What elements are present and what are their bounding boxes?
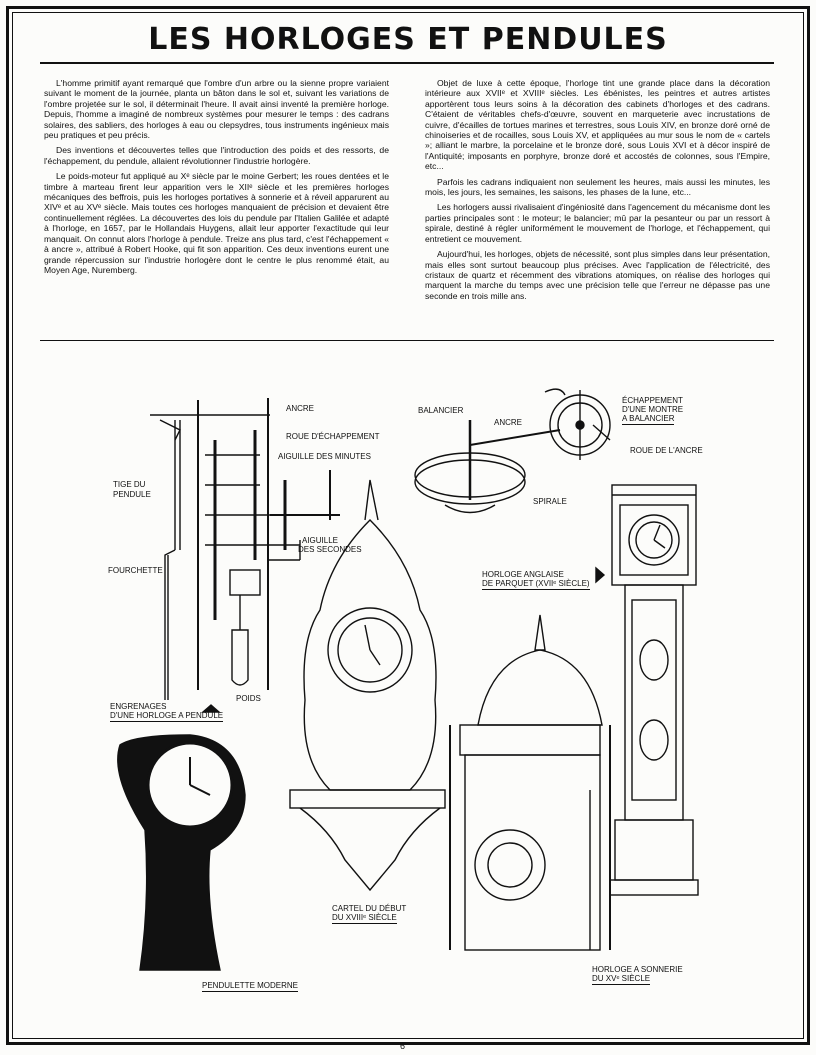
label-tige-pendule-2: PENDULE — [113, 490, 151, 499]
label-echappement-3: A BALANCIER — [622, 414, 675, 423]
paragraph: Le poids-moteur fut appliqué au Xᵉ siècle par le moine Gerbert; les roues dentées et le timbre à marteau firent leur apparition vers le XIIᵉ siècle et les premières horloges mécaniques des beffrois, puis les horloges portatives à sonnerie et à réveil apparurent au XIVᵉ et au XVᵉ siècle. Mais toutes ces horloges manquaient de précision et devaient être continuellement réglées. La découvertes des lois du pendule par l'Italien Galilée et adapté à l'horloge, en 1657, par le Hollandais Huygens, allait leur apporter l'exactitude qui leur manquait. On connut alors l'horloge à pendule. Treize ans plus tard, c'est l'échappement « à ancre », attribué à Robert Hooke, qui fit son apparition. Ces deux inventions eurent une grande répercussion sur l'industrie horlogère dont le centre le plus renommé était, au Moyen Age, Nuremberg. — [44, 171, 389, 275]
label-roue-echappement: ROUE D'ÉCHAPPEMENT — [286, 432, 380, 441]
label-echappement-1: ÉCHAPPEMENT — [622, 396, 683, 405]
label-echappement-2: D'UNE MONTRE — [622, 405, 684, 414]
longcase-clock-illustration — [596, 485, 698, 895]
label-cartel-1: CARTEL DU DÉBUT — [332, 904, 407, 913]
label-cartel-2: DU XVIIIᵉ SIÈCLE — [332, 913, 397, 922]
label-tige-pendule-1: TIGE DU — [113, 480, 146, 489]
paragraph: Objet de luxe à cette époque, l'horloge tint une grande place dans la décoration intérieure aux XVIIᵉ et XVIIIᵉ siècles. Les ébénistes, les peintres et autres artistes apportèrent tous leurs soins à la décoration des cabinets d'horloges et des cadrans. C'étaient de véritables chefs-d'œuvre, souvent en marqueterie avec incrustations de cuivre, d'écailles de tortues marines et terrestres, sous Louis XIV, en bronze doré orné de chinoiseries et de rocailles, sous Louis XV, et appliquées au mur sous le nom de « cartels »; alliant le marbre, la porcelaine et le bronze doré, sous Louis XVI et à décor inspiré de l'Antiquité; imposants en porphyre, bronze doré et accostés de colonnes, sous l'Empire, etc... — [425, 78, 770, 172]
paragraph: Aujourd'hui, les horloges, objets de nécessité, sont plus simples dans leur présentation, mais elles sont surtout beaucoup plus précises. Avec l'application de l'électricité, des cristaux de quartz et récemment des vibrations atomiques, on réalise des horloges qui marquent la marche du temps avec une précision telle que l'erreur ne dépasse pas une seconde en trois mille ans. — [425, 249, 770, 301]
label-ancre-left: ANCRE — [286, 404, 315, 413]
label-sonnerie-1: HORLOGE A SONNERIE — [592, 965, 683, 974]
label-engrenages-2: D'UNE HORLOGE A PENDULE — [110, 711, 224, 720]
paragraph: Parfois les cadrans indiquaient non seulement les heures, mais aussi les minutes, les mois, les jours, les semaines, les saisons, les phases de la lune, etc... — [425, 176, 770, 198]
page-number: 6 — [400, 1041, 406, 1051]
label-poids: POIDS — [236, 694, 261, 703]
label-anglaise-2: DE PARQUET (XVIIᵉ SIÈCLE) — [482, 579, 590, 588]
label-aiguille-secondes-2: DES SECONDES — [298, 545, 362, 554]
label-pendulette: PENDULETTE MODERNE — [202, 981, 299, 990]
label-aiguille-secondes-1: AIGUILLE — [302, 536, 339, 545]
paragraph: Des inventions et découvertes telles que l'introduction des poids et des ressorts, de l'échappement, du pendule, allaient révolutionner l'industrie horlogère. — [44, 145, 389, 166]
paragraph: Les horlogers aussi rivalisaient d'ingéniosité dans l'agencement du mécanisme dont les parties principales sont : le moteur; le balancier; mû par la pesanteur ou par un ressort à spirale, destiné à régler uniformément le mouvement de l'horloge, et l'échappement, qui entretient ce mouvement. — [425, 202, 770, 244]
label-anglaise-1: HORLOGE ANGLAISE — [482, 570, 564, 579]
paragraph: L'homme primitif ayant remarqué que l'ombre d'un arbre ou la sienne propre variaient suivant le moment de la journée, planta un bâton dans le sol et, suivant les variations de l'ombre projetée sur le sol, il déterminait l'heure. Il avait ainsi inventé la première horloge. Depuis, l'homme a imaginé de nombreux systèmes pour mesurer le temps : des cadrans solaires, des sabliers, des horloges à eau ou clepsydres, tous instruments ingénieux mais peu pratiques et peu précis. — [44, 78, 389, 141]
label-spirale: SPIRALE — [533, 497, 567, 506]
modern-clock-illustration — [118, 735, 245, 970]
label-roue-ancre: ROUE DE L'ANCRE — [630, 446, 703, 455]
pendulum-gearing-illustration — [150, 398, 340, 712]
label-fourchette: FOURCHETTE — [108, 566, 163, 575]
label-balancier: BALANCIER — [418, 406, 464, 415]
label-sonnerie-2: DU XVᵉ SIÈCLE — [592, 974, 651, 983]
label-ancre-right: ANCRE — [494, 418, 523, 427]
page-title: LES HORLOGES ET PENDULES — [148, 22, 668, 57]
gothic-clock-illustration — [450, 615, 610, 950]
label-aiguille-minutes: AIGUILLE DES MINUTES — [278, 452, 371, 461]
label-engrenages-1: ENGRENAGES — [110, 702, 167, 711]
